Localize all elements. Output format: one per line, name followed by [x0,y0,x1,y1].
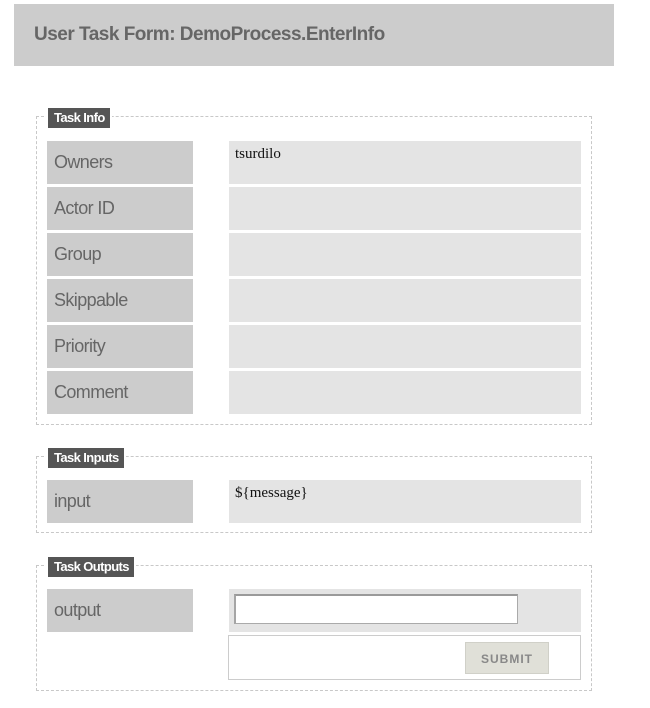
owners-value-cell [229,141,581,184]
priority-value-cell [229,325,581,368]
output-input[interactable] [234,594,518,624]
input-value: ${message} [235,485,308,501]
skippable-label-cell [47,279,193,322]
priority-label: Priority [54,336,106,356]
priority-label-cell [47,325,193,368]
group-label: Group [54,244,102,264]
task-inputs-section [36,450,592,533]
submit-container [228,635,581,680]
group-label-cell [47,233,193,276]
group-value-cell [229,233,581,276]
input-label: input [54,491,91,511]
form-header [14,4,614,66]
task-inputs-legend: Task Inputs [47,447,125,469]
comment-label-cell [47,371,193,414]
actor-id-value-cell [229,187,581,230]
skippable-value-cell [229,279,581,322]
input-value-cell [229,480,581,523]
submit-button[interactable]: SUBMIT [465,642,549,674]
task-outputs-legend: Task Outputs [47,556,135,578]
comment-value-cell [229,371,581,414]
output-value-cell [229,589,581,632]
owners-label-cell [47,141,193,184]
actor-id-label-cell [47,187,193,230]
output-label: output [54,600,101,620]
output-label-cell [47,589,193,632]
page-title: User Task Form: DemoProcess.EnterInfo [34,24,385,45]
comment-label: Comment [54,382,128,402]
owners-label: Owners [54,152,113,172]
skippable-label: Skippable [54,290,128,310]
owners-value: tsurdilo [235,146,281,162]
task-info-legend: Task Info [47,107,111,129]
input-label-cell [47,480,193,523]
task-info-section [36,110,592,425]
actor-id-label: Actor ID [54,198,115,218]
